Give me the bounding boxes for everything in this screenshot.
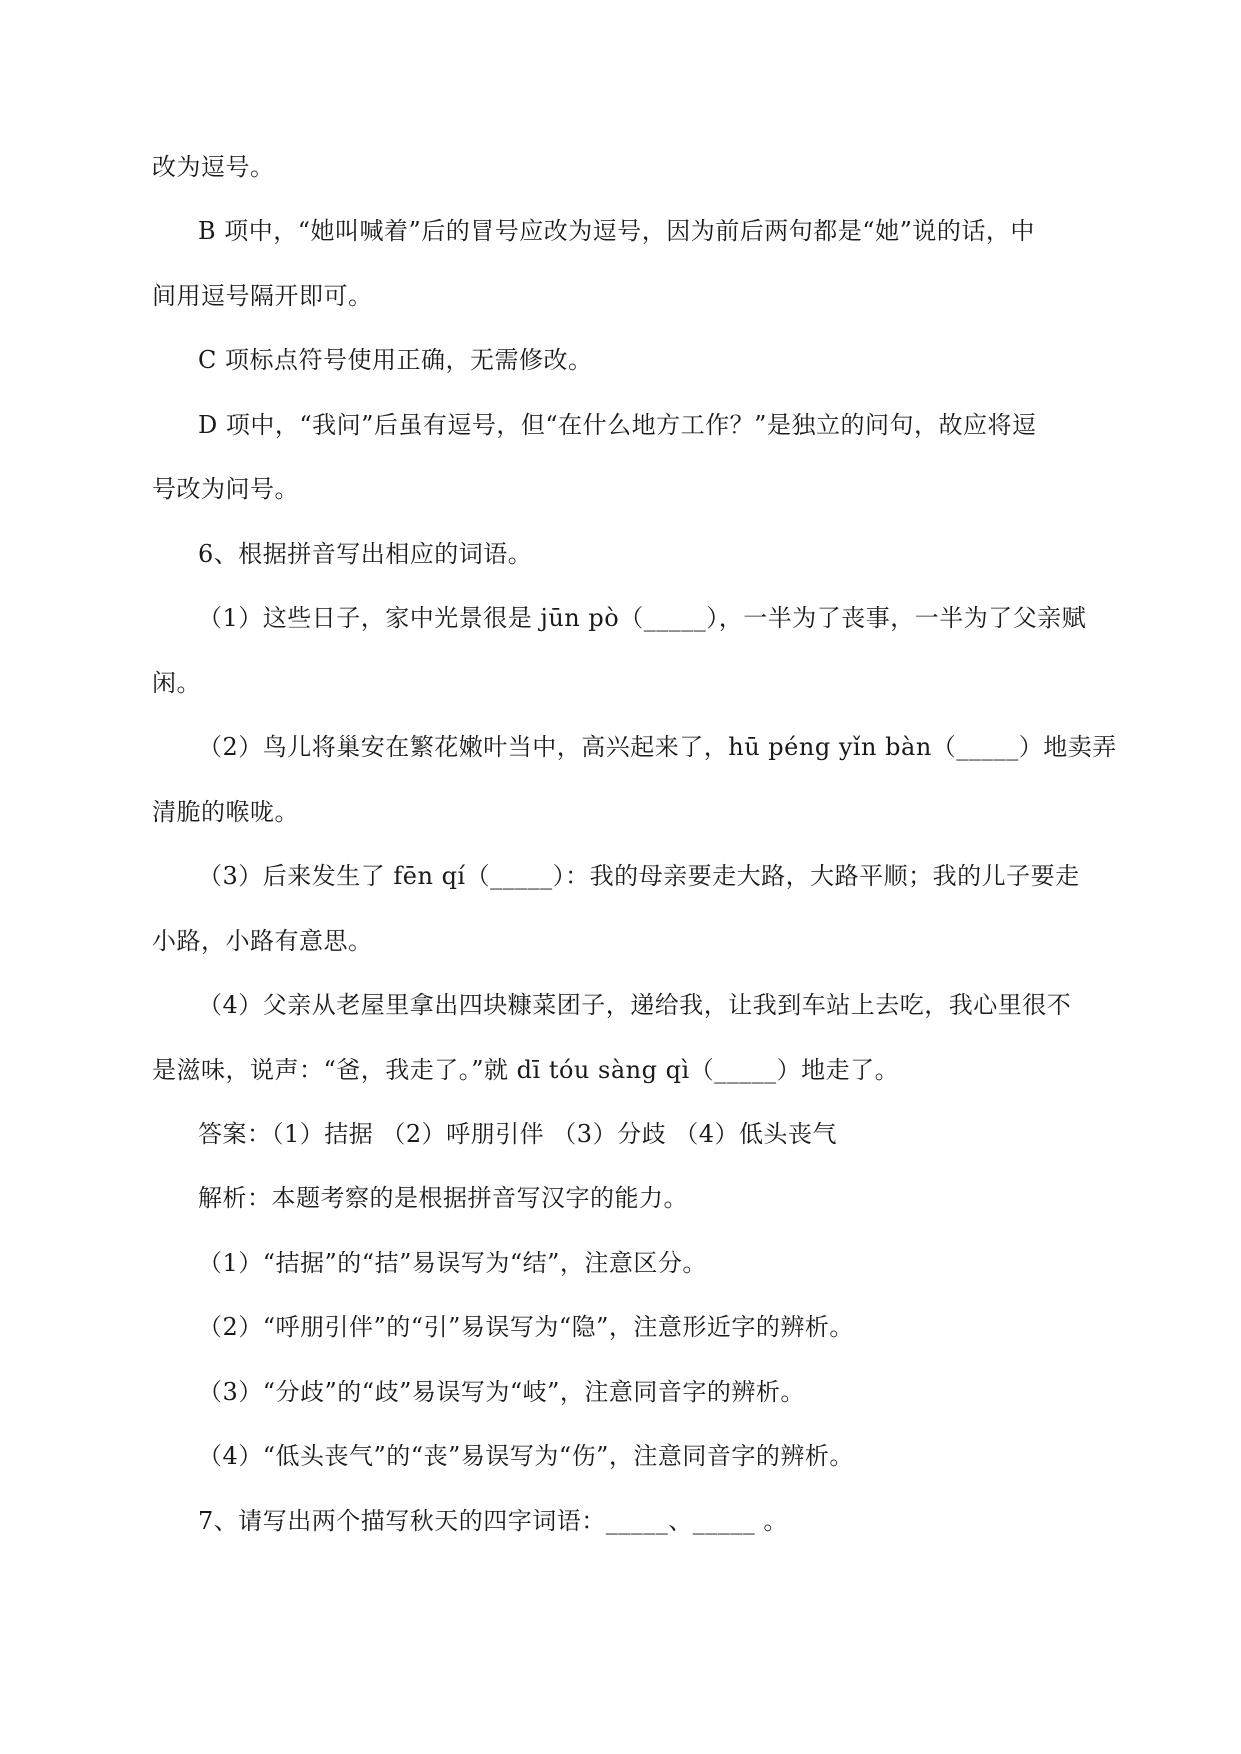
paragraph-line: B 项中，“她叫喊着”后的冒号应改为逗号，因为前后两句都是“她”说的话，中 bbox=[198, 217, 1035, 245]
analysis-line: 解析：本题考察的是根据拼音写汉字的能力。 bbox=[198, 1184, 688, 1212]
paragraph-line: C 项标点符号使用正确，无需修改。 bbox=[198, 346, 593, 374]
question-item: （1）这些日子，家中光景很是 jūn pò（_____），一半为了丧事，一半为了父亲赋 bbox=[198, 604, 1087, 632]
question-heading: 6、根据拼音写出相应的词语。 bbox=[198, 540, 533, 568]
analysis-item: （4）“低头丧气”的“丧”易误写为“伤”，注意同音字的辨析。 bbox=[198, 1442, 854, 1470]
paragraph-line: D 项中，“我问”后虽有逗号，但“在什么地方工作？”是独立的问句，故应将逗 bbox=[198, 411, 1037, 439]
paragraph-line: 间用逗号隔开即可。 bbox=[152, 282, 373, 310]
paragraph-line: 是滋味，说声：“爸，我走了。”就 dī tóu sàng qì（_____）地走了。 bbox=[152, 1056, 900, 1084]
analysis-item: （3）“分歧”的“歧”易误写为“岐”，注意同音字的辨析。 bbox=[198, 1378, 805, 1406]
paragraph-line: 清脆的喉咙。 bbox=[152, 798, 299, 826]
paragraph-line: 号改为问号。 bbox=[152, 475, 299, 503]
question-item: （4）父亲从老屋里拿出四块糠菜团子，递给我，让我到车站上去吃，我心里很不 bbox=[198, 991, 1072, 1019]
analysis-item: （2）“呼朋引伴”的“引”易误写为“隐”，注意形近字的辨析。 bbox=[198, 1313, 854, 1341]
question-item: （3）后来发生了 fēn qí（_____）：我的母亲要走大路，大路平顺；我的儿子要走 bbox=[198, 862, 1080, 890]
analysis-item: （1）“拮据”的“拮”易误写为“结”，注意区分。 bbox=[198, 1249, 707, 1277]
answer-line: 答案：（1）拮据 （2）呼朋引伴 （3）分歧 （4）低头丧气 bbox=[198, 1120, 837, 1148]
paragraph-line: 小路，小路有意思。 bbox=[152, 927, 373, 955]
paragraph-line: 闲。 bbox=[152, 669, 201, 697]
paragraph-line: 改为逗号。 bbox=[152, 153, 275, 181]
question-heading: 7、请写出两个描写秋天的四字词语：_____、_____ 。 bbox=[198, 1507, 788, 1535]
question-item: （2）鸟儿将巢安在繁花嫩叶当中，高兴起来了，hū péng yǐn bàn（_____）地卖弄 bbox=[198, 733, 1117, 761]
